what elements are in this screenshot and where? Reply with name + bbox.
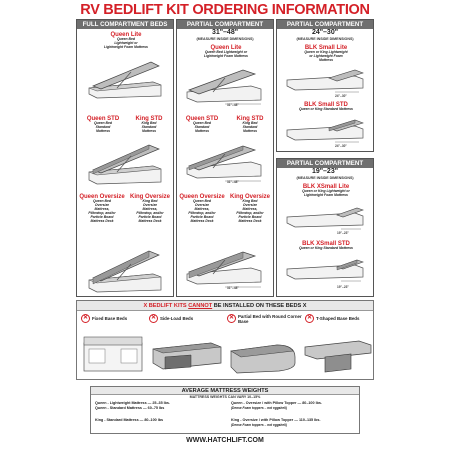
exclusions-panel	[76, 300, 374, 380]
item-king-oversize: King Oversize King Bed Oversize Mattress, Pillowtop, and/or Particle Board Mattress Deck	[229, 194, 270, 223]
page-title: RV BEDLIFT KIT ORDERING INFORMATION	[80, 2, 370, 18]
round-corner-bed-illustration	[227, 335, 299, 375]
x-icon: ✕	[306, 315, 313, 321]
xsmall-bed-illustration	[285, 205, 367, 233]
item-blk-xsmall-std: BLK XSmall STD Queen or King Standard Mattress	[299, 241, 353, 251]
bed-lift-illustration	[87, 58, 165, 100]
order-sheet	[76, 2, 374, 448]
weight-king-oversize: King - Oversize / with Pillow Topper — 110–135 lbs.	[231, 418, 321, 422]
partial-bed-illustration	[185, 250, 267, 292]
dimension-label: 31"–48"	[227, 286, 239, 290]
dimension-label: 31"–48"	[227, 180, 239, 184]
t-shaped-bed-illustration	[303, 335, 373, 375]
excluded-round-corner: Partial Bed with Round Corner Base	[238, 314, 302, 324]
bed-lift-illustration	[87, 142, 165, 186]
item-blk-small-lite: BLK Small Lite Queen or King Lightweight or Lightweight Foam Mattress	[304, 45, 348, 63]
partial-compartment-31-48-column	[176, 19, 274, 297]
partial-bed-illustration	[185, 66, 267, 110]
dimension-label: 19"–23"	[337, 285, 349, 289]
full-compartment-column	[76, 19, 174, 297]
excluded-t-shaped: T-Shaped Base Beds	[316, 316, 360, 321]
measure-note: (MEASURE INSIDE DIMENSIONS)	[296, 176, 354, 180]
x-icon: ✕	[82, 315, 89, 321]
weight-note: (Dense Foam toppers – not eggshell)	[231, 423, 287, 427]
excluded-fixed-base: Fixed Base Beds	[92, 316, 128, 321]
x-icon: ✕	[150, 315, 157, 321]
column-heading: PARTIAL COMPARTMENT	[277, 20, 373, 29]
item-queen-std: Queen STD Queen Bed Standard Mattress	[185, 116, 219, 134]
side-load-bed-illustration	[151, 335, 223, 375]
bed-lift-illustration	[87, 248, 165, 294]
item-king-std: King STD King Bed Standard Mattress	[236, 116, 264, 134]
small-bed-illustration	[285, 68, 367, 96]
dimension-label: 24"–30"	[335, 94, 347, 98]
weights-note: MATTRESS WEIGHTS CAN VARY 10–15%	[189, 395, 261, 399]
item-king-oversize: King Oversize King Bed Oversize Mattress, Pillowtop, and/or Particle Board Mattress Deck	[129, 194, 170, 223]
exclusions-heading: X BEDLIFT KITS CANNOT BE INSTALLED ON THESE BEDS X	[77, 301, 373, 311]
item-blk-xsmall-lite: BLK XSmall Lite Queen or King Lightweight or Lightweight Foam Mattress	[302, 184, 350, 198]
size-range: 31"–48"	[211, 29, 239, 36]
column-heading: PARTIAL COMPARTMENT	[177, 20, 273, 29]
weight-king-standard: King - Standard Mattress — 80–100 lbs	[95, 418, 164, 422]
partial-bed-illustration	[185, 144, 267, 186]
small-bed-illustration	[285, 118, 367, 146]
dimension-label: 24"–30"	[335, 144, 347, 148]
dimension-label: 31"–48"	[227, 103, 239, 107]
weights-heading: AVERAGE MATTRESS WEIGHTS	[91, 387, 359, 395]
excluded-side-load: Side-Load Beds	[160, 316, 194, 321]
column-heading: FULL COMPARTMENT BEDS	[77, 20, 173, 29]
size-range: 19"–23"	[311, 168, 339, 175]
partial-compartment-24-30-column	[276, 19, 374, 152]
item-queen-lite: Queen Lite Queen Bed Lightweight or Lightweight Foam Mattress	[104, 32, 148, 50]
dimension-label: 19"–23"	[337, 231, 349, 235]
item-king-std: King STD King Bed Standard Mattress	[135, 116, 163, 134]
item-blk-small-std: BLK Small STD Queen or King Standard Mattress	[299, 102, 353, 112]
website-url: WWW.HATCHLIFT.COM	[186, 437, 264, 444]
fixed-base-bed-illustration	[81, 333, 147, 377]
weight-queen-lightweight: Queen - Lightweight Mattress — 25–35 lbs.	[95, 401, 170, 405]
xsmall-bed-illustration	[285, 257, 367, 287]
weight-queen-oversize: Queen - Oversize / with Pillow Topper — 80–100 lbs.	[231, 401, 322, 405]
item-queen-oversize: Queen Oversize Queen Bed Oversize Mattress, Pillowtop, and/or Particle Board Mattress Deck	[79, 194, 125, 223]
item-queen-lite: Queen Lite Queen Bed Lightweight or Lightweight Foam Mattress	[204, 45, 248, 59]
item-queen-oversize: Queen Oversize Queen Bed Oversize Mattress, Pillowtop, and/or Particle Board Mattress Deck	[179, 194, 225, 223]
item-queen-std: Queen STD Queen Bed Standard Mattress	[86, 116, 120, 134]
measure-note: (MEASURE INSIDE DIMENSIONS)	[196, 37, 254, 41]
x-icon: ✕	[228, 315, 235, 321]
mattress-weights-panel	[90, 386, 360, 434]
weight-note: (Dense Foam toppers – not eggshell)	[231, 406, 287, 410]
measure-note: (MEASURE INSIDE DIMENSIONS)	[296, 37, 354, 41]
weight-queen-standard: Queen - Standard Mattress — 60–75 lbs	[95, 406, 165, 410]
partial-compartment-19-23-column	[276, 158, 374, 297]
size-range: 24"–30"	[311, 29, 339, 36]
column-heading: PARTIAL COMPARTMENT	[277, 159, 373, 168]
